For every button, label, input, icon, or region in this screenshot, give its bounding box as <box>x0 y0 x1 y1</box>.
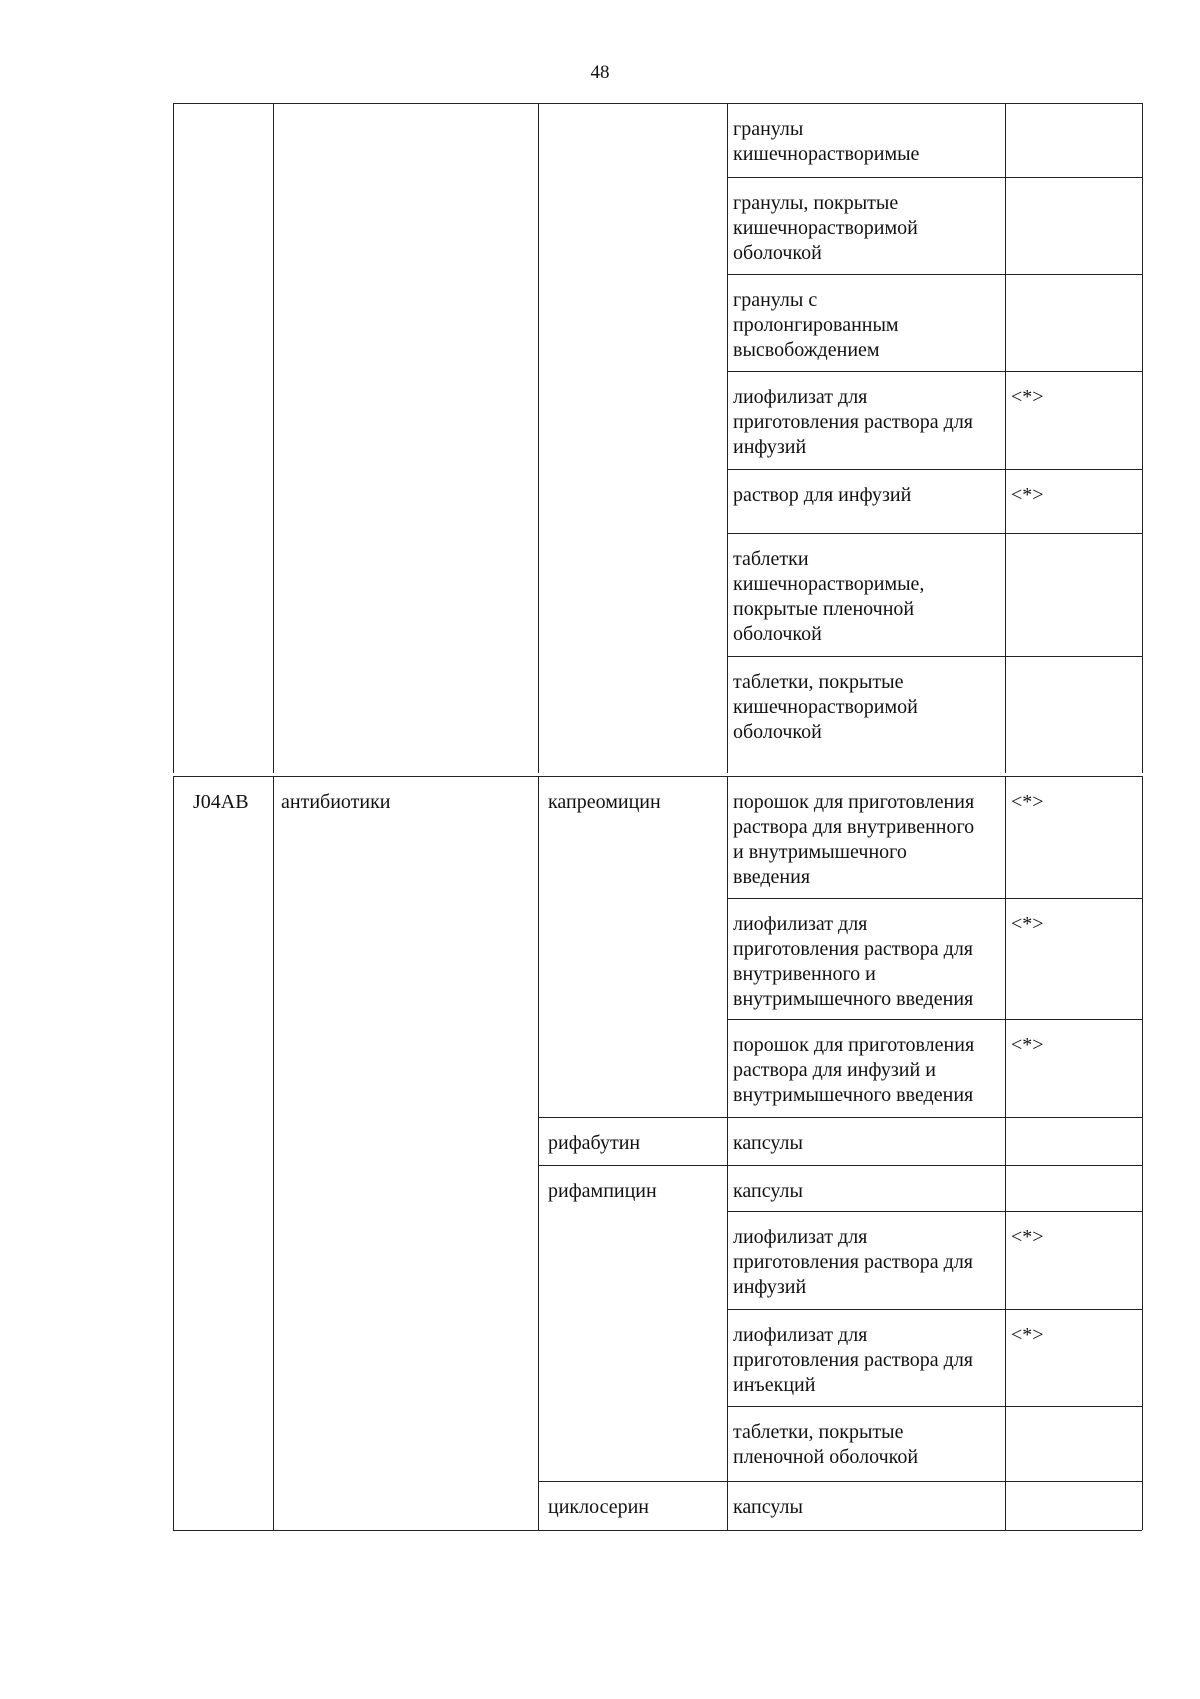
dosage-form-line: высвобождением <box>733 339 880 361</box>
dosage-form-line: капсулы <box>733 1180 803 1202</box>
dosage-form-line: введения <box>733 866 811 888</box>
table-vertical-rule <box>1142 776 1143 1530</box>
dosage-form-line: раствора для внутривенного <box>733 816 975 838</box>
dosage-form <box>733 547 1001 647</box>
dosage-form <box>733 1323 1001 1398</box>
dosage-form <box>733 191 1001 266</box>
table-horizontal-rule <box>538 1481 1142 1482</box>
table-vertical-rule <box>1142 103 1143 773</box>
table-horizontal-rule <box>173 776 1142 777</box>
availability-mark: <*> <box>1011 484 1044 506</box>
dosage-form-line: пролонгированным <box>733 314 899 336</box>
table-horizontal-rule <box>727 469 1142 470</box>
availability-mark: <*> <box>1011 1226 1044 1248</box>
availability-mark: <*> <box>1011 913 1044 935</box>
table-horizontal-rule <box>727 371 1142 372</box>
dosage-form <box>733 1033 1001 1108</box>
table-vertical-rule <box>1005 776 1006 1530</box>
availability-mark: <*> <box>1011 1034 1044 1056</box>
dosage-form-line: лиофилизат для <box>733 913 868 935</box>
dosage-form-line: приготовления раствора для <box>733 411 973 433</box>
dosage-form-line: лиофилизат для <box>733 386 868 408</box>
dosage-form-line: пленочной оболочкой <box>733 1446 919 1468</box>
dosage-form-line: таблетки, покрытые <box>733 1421 904 1443</box>
dosage-form-line: порошок для приготовления <box>733 791 975 813</box>
dosage-form-line: внутримышечного введения <box>733 1084 974 1106</box>
table-horizontal-rule <box>538 1165 1142 1166</box>
table-vertical-rule <box>173 103 174 773</box>
table-vertical-rule <box>273 103 274 773</box>
dosage-form-line: раствор для инфузий <box>733 484 912 506</box>
dosage-form-line: кишечнорастворимой <box>733 217 918 239</box>
dosage-form <box>733 117 1001 167</box>
dosage-form <box>733 483 1001 508</box>
dosage-form <box>733 1225 1001 1300</box>
table-vertical-rule <box>273 776 274 1530</box>
table-horizontal-rule <box>727 177 1142 178</box>
dosage-form-line: внутримышечного введения <box>733 988 974 1010</box>
dosage-form-line: приготовления раствора для <box>733 938 973 960</box>
availability-mark: <*> <box>1011 386 1044 408</box>
dosage-form-line: инфузий <box>733 436 807 458</box>
dosage-form-line: инфузий <box>733 1276 807 1298</box>
table-vertical-rule <box>173 776 174 1530</box>
dosage-form-line: инъекций <box>733 1374 816 1396</box>
dosage-form-line: приготовления раствора для <box>733 1251 973 1273</box>
page-number: 48 <box>590 62 610 83</box>
dosage-form-line: гранулы <box>733 118 804 140</box>
dosage-form-line: гранулы, покрытые <box>733 192 899 214</box>
dosage-form <box>733 670 1001 745</box>
drug-name: циклосерин <box>548 1496 650 1518</box>
table-horizontal-rule <box>727 898 1142 899</box>
dosage-form <box>733 790 1001 890</box>
table-horizontal-rule <box>727 1309 1142 1310</box>
dosage-form-line: лиофилизат для <box>733 1226 868 1248</box>
drug-name: рифабутин <box>548 1132 641 1154</box>
availability-mark: <*> <box>1011 791 1044 813</box>
atc-code: J04AB <box>193 791 249 813</box>
table-horizontal-rule <box>727 533 1142 534</box>
dosage-form <box>733 1420 1001 1470</box>
drug-name: рифампицин <box>548 1180 657 1202</box>
table-vertical-rule <box>727 776 728 1530</box>
table-horizontal-rule <box>727 1211 1142 1212</box>
dosage-form-line: покрытые пленочной <box>733 598 915 620</box>
dosage-form-line: кишечнорастворимые <box>733 143 920 165</box>
dosage-form-line: порошок для приготовления <box>733 1034 975 1056</box>
dosage-form-line: и внутримышечного <box>733 841 907 863</box>
dosage-form-line: гранулы с <box>733 289 818 311</box>
dosage-form-line: капсулы <box>733 1132 803 1154</box>
dosage-form <box>733 1495 1001 1520</box>
table-horizontal-rule <box>727 274 1142 275</box>
dosage-form <box>733 385 1001 460</box>
dosage-form-line: оболочкой <box>733 242 822 264</box>
dosage-form-line: приготовления раствора для <box>733 1349 973 1371</box>
dosage-form-line: таблетки, покрытые <box>733 671 904 693</box>
dosage-form-line: кишечнорастворимой <box>733 696 918 718</box>
table-horizontal-rule <box>173 1530 1142 1531</box>
dosage-form-line: оболочкой <box>733 623 822 645</box>
table-vertical-rule <box>538 776 539 1530</box>
dosage-form <box>733 288 1001 363</box>
table-horizontal-rule <box>727 1019 1142 1020</box>
dosage-form-line: кишечнорастворимые, <box>733 573 925 595</box>
dosage-form-line: лиофилизат для <box>733 1324 868 1346</box>
table-vertical-rule <box>1005 103 1006 773</box>
drug-name: капреомицин <box>548 791 661 813</box>
dosage-form-line: раствора для инфузий и <box>733 1059 936 1081</box>
dosage-form-line: оболочкой <box>733 721 822 743</box>
dosage-form <box>733 1179 1001 1204</box>
table-horizontal-rule <box>727 1406 1142 1407</box>
dosage-form-line: капсулы <box>733 1496 803 1518</box>
dosage-form-line: таблетки <box>733 548 809 570</box>
table-vertical-rule <box>727 103 728 773</box>
dosage-form <box>733 1131 1001 1156</box>
pharmacological-group: антибиотики <box>281 791 391 813</box>
table-horizontal-rule <box>173 103 1142 104</box>
dosage-form <box>733 912 1001 1012</box>
availability-mark: <*> <box>1011 1324 1044 1346</box>
table-horizontal-rule <box>727 656 1142 657</box>
table-vertical-rule <box>538 103 539 773</box>
table-horizontal-rule <box>538 1117 1142 1118</box>
dosage-form-line: внутривенного и <box>733 963 876 985</box>
